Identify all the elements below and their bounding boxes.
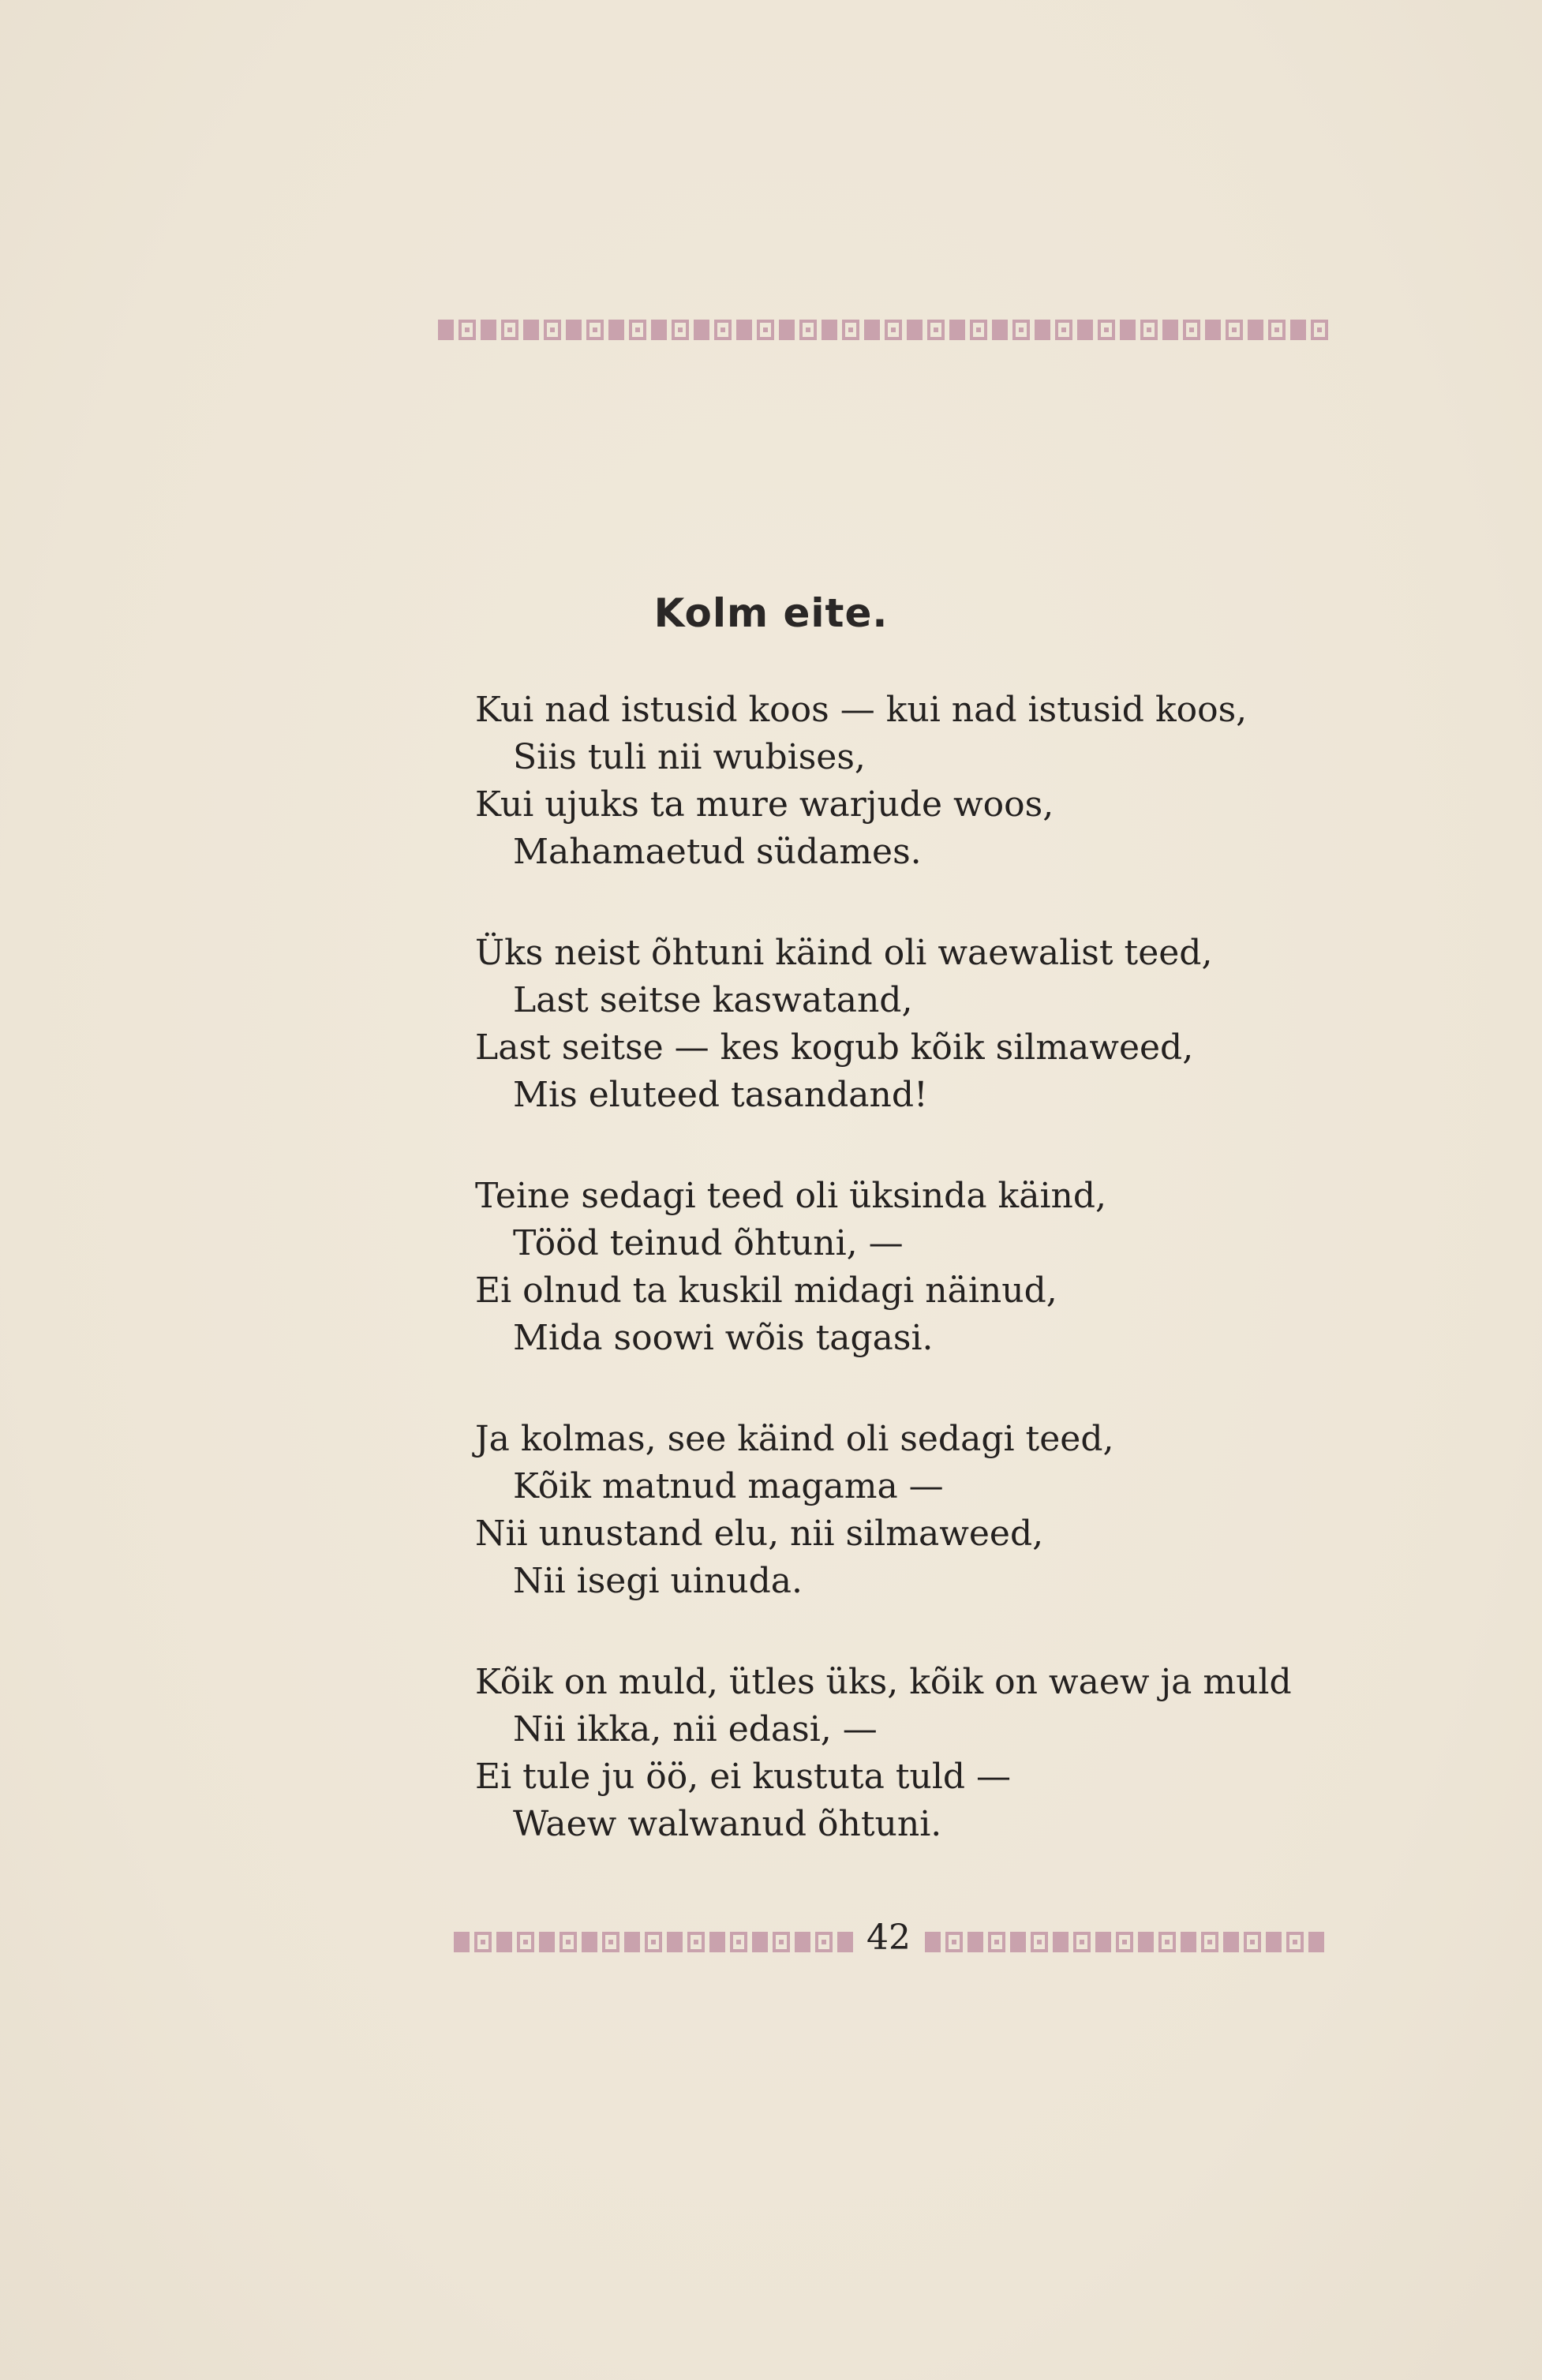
ornament-square: [799, 320, 817, 340]
ornament-square: [1266, 1932, 1282, 1952]
poem-line: Kui ujuks ta mure warjude woos,: [475, 784, 1054, 825]
poem-line: Ei olnud ta kuskil midagi näinud,: [475, 1270, 1057, 1311]
poem-line: Nii unustand elu, nii silmaweed,: [475, 1514, 1044, 1554]
ornament-square: [779, 320, 795, 340]
ornament-square: [757, 320, 774, 340]
ornament-square: [945, 1932, 963, 1952]
ornament-square: [1053, 1932, 1069, 1952]
ornament-square: [992, 320, 1008, 340]
ornament-square: [651, 320, 667, 340]
ornament-square: [815, 1932, 833, 1952]
stanza-3: [475, 1173, 1375, 1362]
ornament-square: [1286, 1932, 1304, 1952]
ornament-square: [970, 320, 987, 340]
poem-line: Kui nad istusid koos — kui nad istusid koos,: [475, 690, 1248, 730]
ornament-square: [694, 320, 709, 340]
ornament-square: [1248, 320, 1263, 340]
poem-body: [475, 687, 1375, 1902]
ornament-square: [1205, 320, 1221, 340]
ornament-square: [842, 320, 859, 340]
ornament-square: [837, 1932, 853, 1952]
ornament-square: [602, 1932, 619, 1952]
ornament-square: [927, 320, 945, 340]
ornament-square: [1268, 320, 1286, 340]
poem-line: Ja kolmas, see käind oli sedagi teed,: [475, 1419, 1114, 1459]
ornament-square: [1073, 1932, 1091, 1952]
ornament-square: [438, 320, 454, 340]
ornament-square: [1181, 1932, 1196, 1952]
ornament-square: [667, 1932, 683, 1952]
ornament-square: [608, 320, 624, 340]
stanza-2: [475, 930, 1375, 1119]
ornament-square: [523, 320, 539, 340]
ornament-square: [645, 1932, 662, 1952]
ornament-square: [925, 1932, 941, 1952]
ornament-square: [1116, 1932, 1133, 1952]
poem-line: Üks neist õhtuni käind oli waewalist teed,: [475, 933, 1213, 973]
ornament-square: [624, 1932, 640, 1952]
ornament-square: [1290, 320, 1306, 340]
poem-line: Last seitse kaswatand,: [513, 980, 913, 1020]
poem-line: Tööd teinud õhtuni, —: [513, 1223, 904, 1263]
ornament-square: [1244, 1932, 1261, 1952]
ornament-square: [988, 1932, 1005, 1952]
poem-line: Mida soowi wõis tagasi.: [513, 1318, 934, 1358]
ornament-square: [1311, 320, 1328, 340]
ornament-square: [736, 320, 752, 340]
ornament-square: [544, 320, 561, 340]
ornament-square: [672, 320, 689, 340]
ornament-square: [1162, 320, 1178, 340]
page-number: 42: [866, 1918, 911, 1958]
ornament-square: [1183, 320, 1200, 340]
ornament-square: [822, 320, 837, 340]
ornament-square: [967, 1932, 983, 1952]
stanza-4: [475, 1416, 1375, 1605]
ornament-square: [1308, 1932, 1324, 1952]
ornament-square: [1095, 1932, 1111, 1952]
ornament-square: [1158, 1932, 1176, 1952]
ornament-square: [474, 1932, 492, 1952]
poem-line: Kõik on muld, ütles üks, kõik on waew ja muld: [475, 1662, 1292, 1702]
ornament-square: [539, 1932, 555, 1952]
ornament-square: [1077, 320, 1093, 340]
top-decorative-border: [438, 320, 1333, 340]
ornament-square: [885, 320, 902, 340]
ornament-square: [1138, 1932, 1154, 1952]
ornament-square: [714, 320, 732, 340]
poem-line: Mahamaetud südames.: [513, 832, 922, 872]
stanza-1: [475, 687, 1375, 876]
poem-line: Mis eluteed tasandand!: [513, 1075, 928, 1115]
ornament-square: [795, 1932, 810, 1952]
poem-line: Nii isegi uinuda.: [513, 1561, 803, 1601]
ornament-square: [566, 320, 582, 340]
ornament-square: [1223, 1932, 1239, 1952]
poem-title: Kolm eite.: [653, 590, 889, 636]
ornament-square: [454, 1932, 470, 1952]
ornament-square: [1012, 320, 1030, 340]
ornament-square: [1201, 1932, 1218, 1952]
ornament-square: [1098, 320, 1115, 340]
poem-line: Siis tuli nii wubises,: [513, 737, 866, 777]
ornament-square: [730, 1932, 747, 1952]
ornament-square: [517, 1932, 534, 1952]
ornament-square: [496, 1932, 512, 1952]
ornament-square: [864, 320, 880, 340]
ornament-square: [1035, 320, 1050, 340]
bottom-left-decorative-border: [454, 1932, 858, 1952]
bottom-right-decorative-border: [925, 1932, 1329, 1952]
ornament-square: [1010, 1932, 1026, 1952]
ornament-square: [481, 320, 496, 340]
ornament-square: [582, 1932, 597, 1952]
ornament-square: [1140, 320, 1158, 340]
stanza-5: [475, 1659, 1375, 1848]
poem-line: Waew walwanud õhtuni.: [513, 1804, 942, 1844]
ornament-square: [458, 320, 476, 340]
ornament-square: [687, 1932, 705, 1952]
ornament-square: [773, 1932, 790, 1952]
ornament-square: [1120, 320, 1136, 340]
ornament-square: [1031, 1932, 1048, 1952]
poem-line: Last seitse — kes kogub kõik silmaweed,: [475, 1027, 1194, 1068]
ornament-square: [501, 320, 518, 340]
ornament-square: [907, 320, 923, 340]
ornament-square: [752, 1932, 768, 1952]
poem-line: Nii ikka, nii edasi, —: [513, 1709, 878, 1749]
ornament-square: [1055, 320, 1072, 340]
poem-line: Kõik matnud magama —: [513, 1466, 944, 1506]
poem-line: Ei tule ju öö, ei kustuta tuld —: [475, 1757, 1012, 1797]
ornament-square: [629, 320, 646, 340]
ornament-square: [709, 1932, 725, 1952]
ornament-square: [949, 320, 965, 340]
ornament-square: [1226, 320, 1243, 340]
poem-line: Teine sedagi teed oli üksinda käind,: [475, 1176, 1107, 1216]
ornament-square: [560, 1932, 577, 1952]
ornament-square: [586, 320, 604, 340]
